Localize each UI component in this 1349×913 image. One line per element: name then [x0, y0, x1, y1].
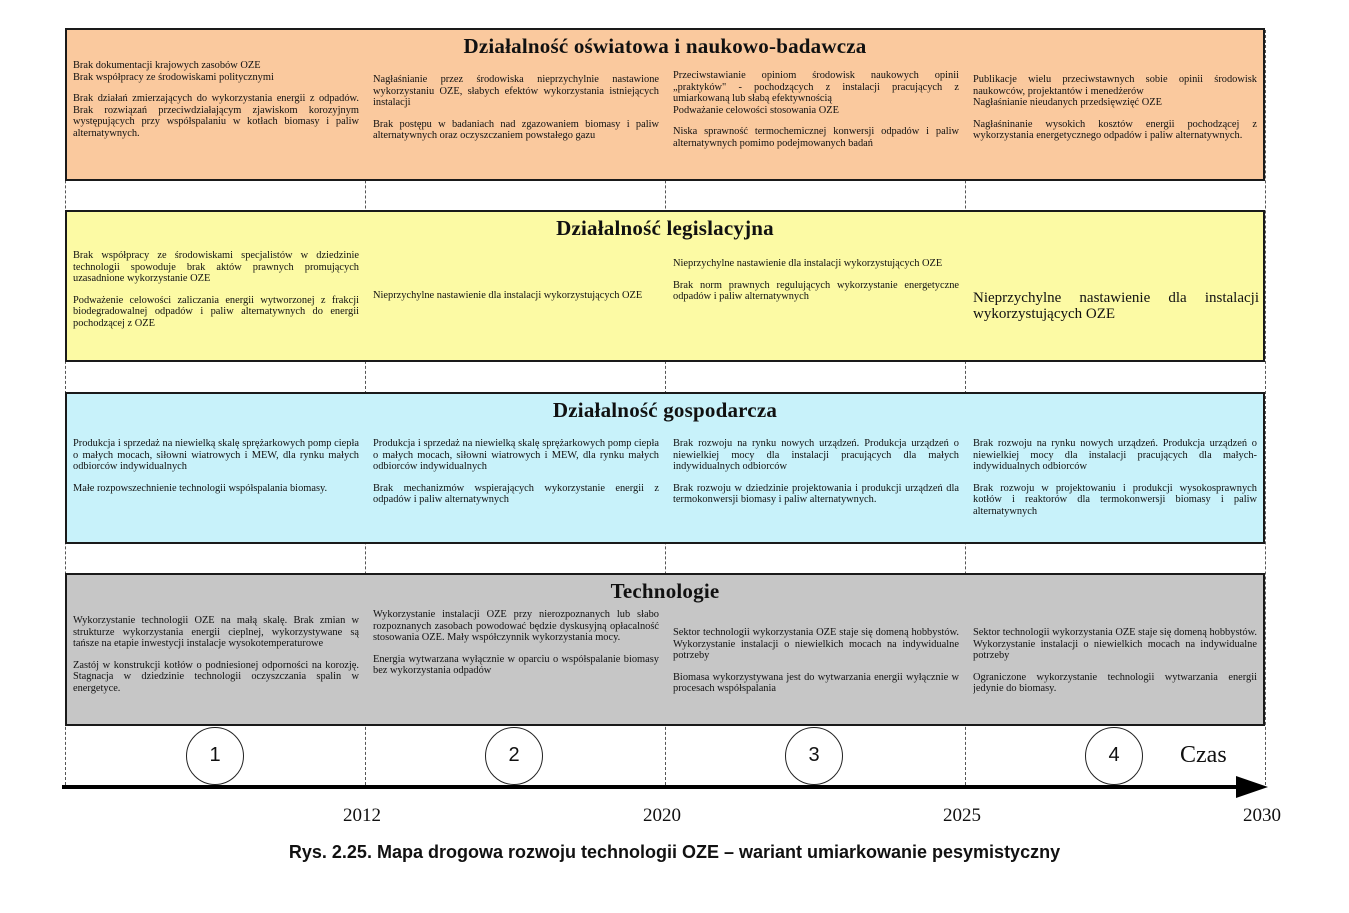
band-cell [673, 438, 959, 516]
band-cell [373, 290, 659, 312]
band-cell [73, 438, 359, 504]
period-marker-2: 2 [485, 727, 543, 785]
band-cell [673, 70, 959, 160]
cell-text: Wykorzystanie technologii OZE na małą skalę. Brak zmian w strukturze wykorzystania energii cieplnej, wykorzystywane są tańsze na etapie inwestycji instalacje wysokotemperaturowe [73, 615, 359, 650]
cell-text: Brak rozwoju w dziedzinie projektowania i produkcji urządzeń dla termokonwersji biomasy i paliw alternatywnych. [673, 482, 959, 506]
band-cell [973, 438, 1257, 528]
band-cell [673, 258, 959, 313]
cell-text: Energia wytwarzana wyłącznie w oparciu o współspalanie biomasy bez wykorzystania odpadów [373, 653, 659, 677]
period-marker-1: 1 [186, 727, 244, 785]
cell-text: Brak dokumentacji krajowych zasobów OZE Brak współpracy ze środowiskami politycznymi [73, 60, 274, 83]
band-cell [973, 290, 1259, 332]
period-divider-right [1265, 30, 1266, 785]
band-title: Działalność oświatowa i naukowo-badawcza [463, 34, 867, 58]
cell-text: Podważenie celowości zaliczania energii wytworzonej z frakcji biodegradowalnej odpadów i paliw alternatywnych do energii pochodzącej z OZE [73, 294, 359, 329]
time-axis-label: Czas [1180, 742, 1227, 768]
cell-text: Wykorzystanie instalacji OZE przy nierozpoznanych lub słabo rozpoznanych zasobach powodować będzie dyskusyjną opłacalność stosowania OZE. Mały współczynnik wykorzystania mocy. [373, 609, 659, 644]
band-title: Działalność legislacyjna [556, 216, 774, 240]
year-label-2030: 2030 [1243, 805, 1281, 826]
band-cell [973, 627, 1257, 705]
cell-text: Brak działań zmierzających do wykorzystania energii z odpadów. Brak rozwiązań przeciwdziałającym zjawiskom korozyjnym występujących przy współspalaniu w kotłach biomasy i paliw alternatywnych. [73, 93, 359, 139]
cell-text: Niska sprawność termochemicznej konwersji odpadów i paliw alternatywnych pomimo podejmowanych badań [673, 126, 959, 149]
cell-text: Małe rozpowszechnienie technologii współspalania biomasy. [73, 482, 328, 494]
cell-text: Brak rozwoju na rynku nowych urządzeń. Produkcja urządzeń o niewielkiej mocy dla instalacji pracujących dla małych- indywidualnych odbiorców [973, 438, 1257, 473]
band-cell [373, 74, 659, 152]
time-axis-arrow [60, 774, 1272, 800]
year-label-2025: 2025 [943, 805, 981, 826]
year-label-2012: 2012 [343, 805, 381, 826]
figure-caption: Rys. 2.25. Mapa drogowa rozwoju technologii OZE – wariant umiarkowanie pesymistyczny [288, 842, 1061, 862]
cell-text: Produkcja i sprzedaż na niewielką skalę sprężarkowych pomp ciepła o małych mocach, siłowni wiatrowych i MEW, dla rynku małych odbiorców indywidualnych [73, 438, 359, 473]
band-cell [73, 60, 359, 150]
cell-text: Produkcja i sprzedaż na niewielką skalę sprężarkowych pomp ciepła o małych mocach, siłowni wiatrowych i MEW, dla rynku małych odbiorców indywidualnych [373, 438, 659, 473]
period-marker-3: 3 [785, 727, 843, 785]
cell-text: Sektor technologii wykorzystania OZE staje się domeną hobbystów. Wykorzystanie instalacji o niewielkich mocach na indywidualne potrzeby [673, 627, 959, 662]
cell-text: Przeciwstawianie opiniom środowisk naukowych opinii „praktyków" - pochodzących z instalacji pracujących z umiarkowaną lub słabą efektywnością Podważanie celowości stosowania OZE [673, 70, 959, 116]
cell-text: Brak norm prawnych regulujących wykorzystanie energetyczne odpadów i paliw alternatywnych [673, 279, 959, 303]
band-cell [373, 438, 659, 516]
cell-text: Nieprzychylne nastawienie dla instalacji wykorzystujących OZE [373, 290, 643, 301]
cell-text: Biomasa wykorzystywana jest do wytwarzania energii wyłącznie w procesach współspalania [673, 671, 959, 695]
cell-text: Brak rozwoju na rynku nowych urządzeń. Produkcja urządzeń o niewielkiej mocy dla instalacji pracujących dla małych indywidualnych odbiorców [673, 438, 959, 473]
band-technology [65, 573, 1265, 726]
band-legislation [65, 210, 1265, 362]
cell-text: Zastój w konstrukcji kotłów o podniesionej odporności na korozję. Stagnacja w dziedzinie technologii oczyszczania spalin w energetyce. [73, 659, 359, 694]
band-cell [73, 615, 359, 705]
cell-text: Brak współpracy ze środowiskami specjalistów w dziedzinie technologii spowoduje brak aktów prawnych promujących uzasadnione wykorzystanie OZE [73, 250, 359, 285]
cell-text: Nagłaśninanie wysokich kosztów energii pochodzącej z wykorzystania energetycznego odpadów i paliw alternatywnych. [973, 118, 1257, 142]
cell-text: Brak rozwoju w projektowaniu i produkcji wysokosprawnych kotłów i reaktorów dla termokonwersji biomasy i paliw alternatywnych [973, 482, 1257, 517]
band-education-research [65, 28, 1265, 181]
cell-text: Nieprzychylne nastawienie dla instalacji wykorzystujących OZE [973, 290, 1259, 322]
cell-text: Sektor technologii wykorzystania OZE staje się domeną hobbystów. Wykorzystanie instalacji o niewielkich mocach na indywidualne potrzeby [973, 627, 1257, 662]
band-economic [65, 392, 1265, 544]
period-marker-4: 4 [1085, 727, 1143, 785]
year-label-2020: 2020 [643, 805, 681, 826]
cell-text: Brak postępu w badaniach nad zgazowaniem biomasy i paliw alternatywnych oraz oczyszczaniem powstałego gazu [373, 118, 659, 142]
band-cell [373, 609, 659, 687]
cell-text: Nieprzychylne nastawienie dla instalacji wykorzystujących OZE [673, 258, 943, 269]
cell-text: Publikacje wielu przeciwstawnych sobie opinii środowisk naukowców, projektantów i menedżerów Nagłaśnianie nieudanych przedsięwzięć OZE [973, 74, 1257, 109]
band-title: Działalność gospodarcza [552, 398, 778, 422]
band-cell [973, 74, 1257, 152]
band-cell [73, 250, 359, 340]
cell-text: Nagłaśnianie przez środowiska nieprzychylnie nastawione wykorzystaniu OZE, słabych efektów wykorzystania istniejących instalacji [373, 74, 659, 109]
cell-text: Ograniczone wykorzystanie technologii wytwarzania energii jedynie do biomasy. [973, 671, 1257, 695]
band-title: Technologie [610, 579, 720, 603]
cell-text: Brak mechanizmów wspierających wykorzystanie energii z odpadów i paliw alternatywnych [373, 482, 659, 506]
band-cell [673, 627, 959, 705]
